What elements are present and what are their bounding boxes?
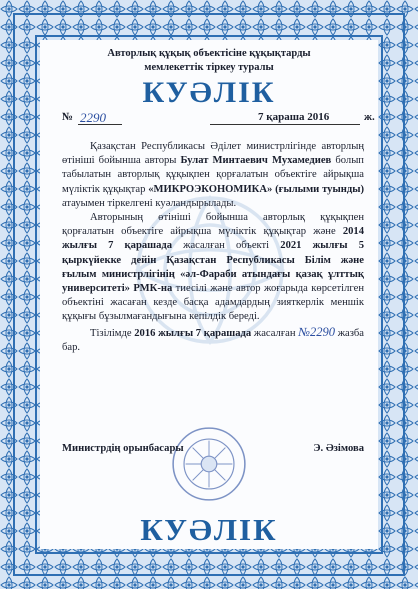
p2-text-b: жасалған объекті: [172, 240, 281, 252]
issuer-line-2: мемлекеттік тіркеу туралы: [144, 62, 274, 73]
p1-text-c: атауымен тіркелгені куәландырылады.: [62, 197, 237, 209]
paragraph-3: [62, 325, 364, 355]
certificate-number: 2290: [80, 110, 106, 125]
paragraph-2: [62, 211, 364, 325]
state-emblem-seal-icon: [170, 425, 248, 503]
signatory-name: Э. Әзімова: [313, 443, 364, 454]
p1-text-b: болып табылатын авторлық құқықпен қорғалатын объектіге айрықша мүліктік құқықтар: [62, 155, 364, 195]
work-type: (ғылыми туынды): [275, 183, 364, 195]
number-underline: [78, 124, 122, 125]
registry-number: №2290: [298, 324, 336, 339]
p3-text-b: жасалған: [251, 327, 299, 339]
p2-text-c: тиесілі және автор жоғарыда көрсетілген объектіні жасаған кезде басқа адамдардың зияткерлік меншік құқығы бұзылмағандығына кепілдік береді.: [62, 283, 364, 323]
p3-text-a: Тізілімде: [90, 327, 135, 339]
date-suffix: ж.: [364, 111, 375, 123]
issuer-line-1: Авторлық құқық объектісіне құқықтарды: [107, 48, 311, 59]
number-prefix: №: [62, 111, 74, 123]
p1-text-a: Қазақстан Республикасы Әділет министрлігінде авторлың өтініші бойынша авторы: [62, 141, 364, 167]
signature-row: [62, 443, 364, 459]
registry-date: 2016 жылғы 7 қарашада: [134, 327, 252, 339]
certificate-title: КУӘЛІК: [142, 76, 276, 109]
paragraph-1: [62, 140, 364, 211]
author-name: Булат Минтаевич Мухамедиев: [180, 155, 332, 167]
bottom-title: КУӘЛІК: [140, 512, 278, 547]
p3-text-c: жазба бар.: [62, 327, 364, 353]
rights-holder: 2021 жылғы 5 қыркүйекке дейін Қазақстан Республикасы Білім және ғылым министрлігінің «әл-Фараби атындағы қазақ ұлттық университеті» РМК-на: [62, 240, 364, 295]
certificate-body: [62, 140, 364, 355]
p2-text-a: Авторының өтініші бойынша авторлық құқықпен қорғалатын объектіге айрықша мүліктік құқықтар және: [62, 212, 364, 238]
signatory-position: Министрдің орынбасары: [62, 443, 184, 454]
work-title: «МИКРОЭКОНОМИКА»: [148, 183, 273, 195]
issue-date: 7 қараша 2016: [258, 111, 330, 123]
date-underline: [210, 124, 360, 125]
number-date-row: [62, 110, 375, 127]
creation-date: 2014 жылғы 7 қарашада: [62, 226, 364, 252]
